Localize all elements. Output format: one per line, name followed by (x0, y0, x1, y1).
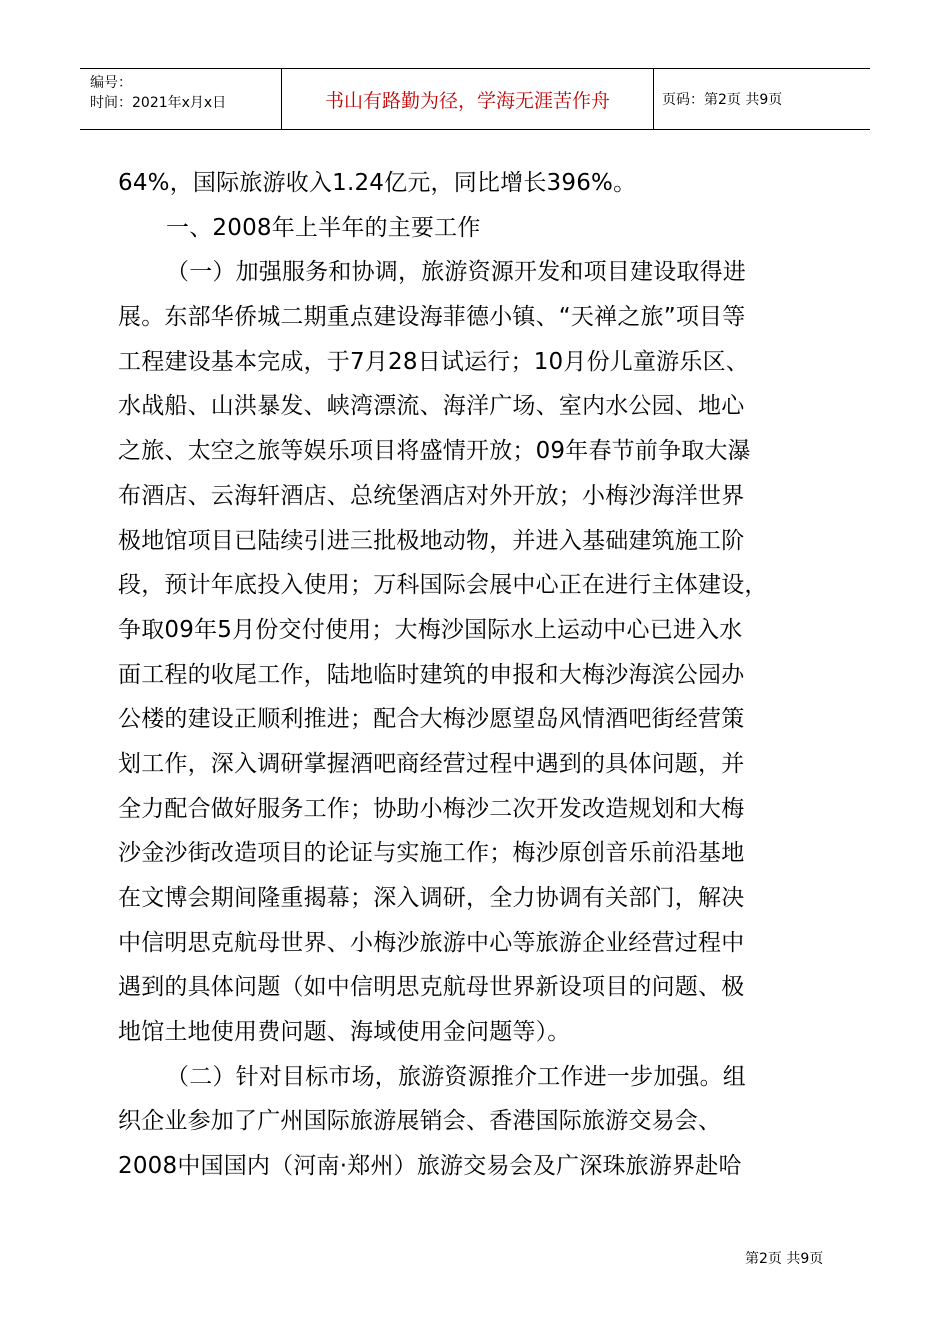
body-line: 2008中国国内（河南·郑州）旅游交易会及广深珠旅游界赴哈 (118, 1153, 742, 1180)
paragraph-start: （一）加强服务和协调，旅游资源开发和项目建设取得进 (166, 259, 746, 286)
body-line: 中信明思克航母世界、小梅沙旅游中心等旅游企业经营过程中 (118, 929, 745, 956)
body-line: 沙金沙街改造项目的论证与实施工作；梅沙原创音乐前沿基地 (118, 840, 745, 867)
date-label: 时间：2021年x月x日 (90, 95, 227, 111)
body-line: 织企业参加了广州国际旅游展销会、香港国际旅游交易会、 (118, 1108, 722, 1135)
section-heading: 一、2008年上半年的主要工作 (166, 214, 481, 241)
body-line: 地馆土地使用费问题、海域使用金问题等）。 (118, 1019, 571, 1046)
body-line: 争取09年5月份交付使用；大梅沙国际水上运动中心已进入水 (118, 616, 743, 643)
document-body (118, 161, 863, 1189)
body-line: 公楼的建设正顺利推进；配合大梅沙愿望岛风情酒吧街经营策 (118, 706, 745, 733)
page-header (80, 68, 870, 130)
body-line: 64%，国际旅游收入1.24亿元，同比增长396%。 (118, 170, 637, 196)
header-page-number: 页码：第2页 共9页 (662, 92, 783, 108)
body-line: 全力配合做好服务工作；协助小梅沙二次开发改造规划和大梅 (118, 795, 745, 822)
body-line: 之旅、太空之旅等娱乐项目将盛情开放；09年春节前争取大瀑 (118, 438, 751, 465)
body-line: 水战船、山洪暴发、峡湾漂流、海洋广场、室内水公园、地心 (118, 393, 745, 420)
body-line: 段，预计年底投入使用；万科国际会展中心正在进行主体建设， (118, 572, 768, 599)
body-line: 在文博会期间隆重揭幕；深入调研，全力协调有关部门，解决 (118, 885, 745, 911)
body-line: 遇到的具体问题（如中信明思克航母世界新设项目的问题、极 (118, 974, 745, 1001)
body-line: 极地馆项目已陆续引进三批极地动物，并进入基础建筑施工阶 (118, 527, 745, 554)
page-footer: 第2页 共9页 (745, 1251, 824, 1267)
body-line: 面工程的收尾工作，陆地临时建筑的申报和大梅沙海滨公园办 (118, 661, 745, 688)
body-line: 布酒店、云海轩酒店、总统堡酒店对外开放；小梅沙海洋世界 (118, 482, 745, 509)
body-line: 工程建设基本完成，于7月28日试运行；10月份儿童游乐区、 (118, 348, 749, 375)
header-motto: 书山有路勤为径，学海无涯苦作舟 (282, 69, 654, 129)
body-line: 划工作，深入调研掌握酒吧商经营过程中遇到的具体问题，并 (118, 750, 745, 777)
serial-number-label: 编号： (90, 75, 132, 91)
paragraph-start: （二）针对目标市场，旅游资源推介工作进一步加强。组 (166, 1063, 746, 1090)
header-meta-cell (80, 69, 282, 129)
body-line: 展。东部华侨城二期重点建设海菲德小镇、“天禅之旅”项目等 (118, 304, 746, 331)
